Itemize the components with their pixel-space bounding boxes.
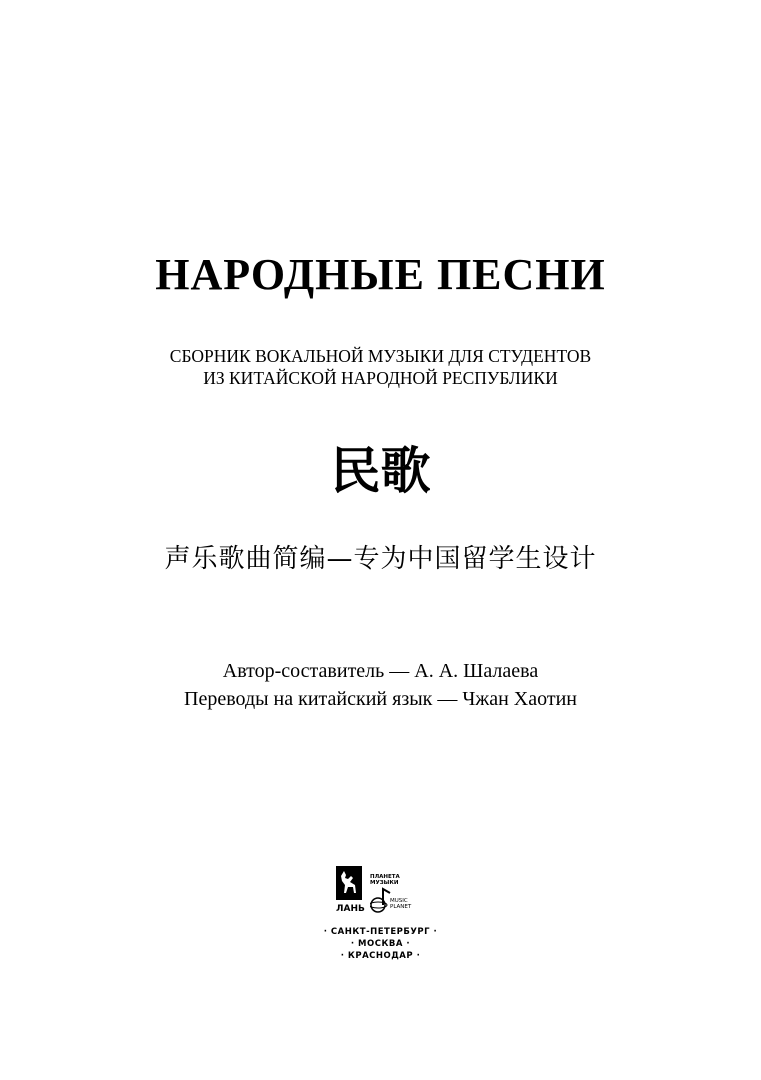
subtitle-line-1: СБОРНИК ВОКАЛЬНОЙ МУЗЫКИ ДЛЯ СТУДЕНТОВ	[169, 346, 592, 366]
chinese-title: 民歌	[330, 442, 431, 500]
credits	[0, 657, 761, 713]
music-planet-logo	[370, 874, 432, 922]
deer-icon	[336, 866, 362, 900]
publisher-cities	[0, 926, 761, 962]
city-krasnodar: · КРАСНОДАР ·	[340, 951, 421, 961]
city-moscow: · МОСКВА ·	[350, 939, 411, 949]
publisher-logo	[336, 866, 432, 924]
chinese-subtitle: 声乐歌曲简编—专为中国留学生设计	[164, 544, 597, 574]
music-planet-label: MUSIC PLANET	[390, 898, 412, 910]
subtitle-line-2: ИЗ КИТАЙСКОЙ НАРОДНОЙ РЕСПУБЛИКИ	[203, 368, 558, 388]
lan-label: ЛАНЬ	[336, 904, 365, 914]
compiler-credit: Автор-составитель — А. А. Шалаева	[222, 660, 539, 682]
translator-credit: Переводы на китайский язык — Чжан Хаотин	[184, 688, 577, 710]
planet-label: ПЛАНЕТА МУЗЫКИ	[370, 874, 400, 886]
book-subtitle	[0, 345, 761, 389]
lan-logo	[336, 866, 368, 920]
city-saint-petersburg: · САНКТ-ПЕТЕРБУРГ ·	[323, 927, 438, 937]
book-title: НАРОДНЫЕ ПЕСНИ	[155, 250, 606, 299]
